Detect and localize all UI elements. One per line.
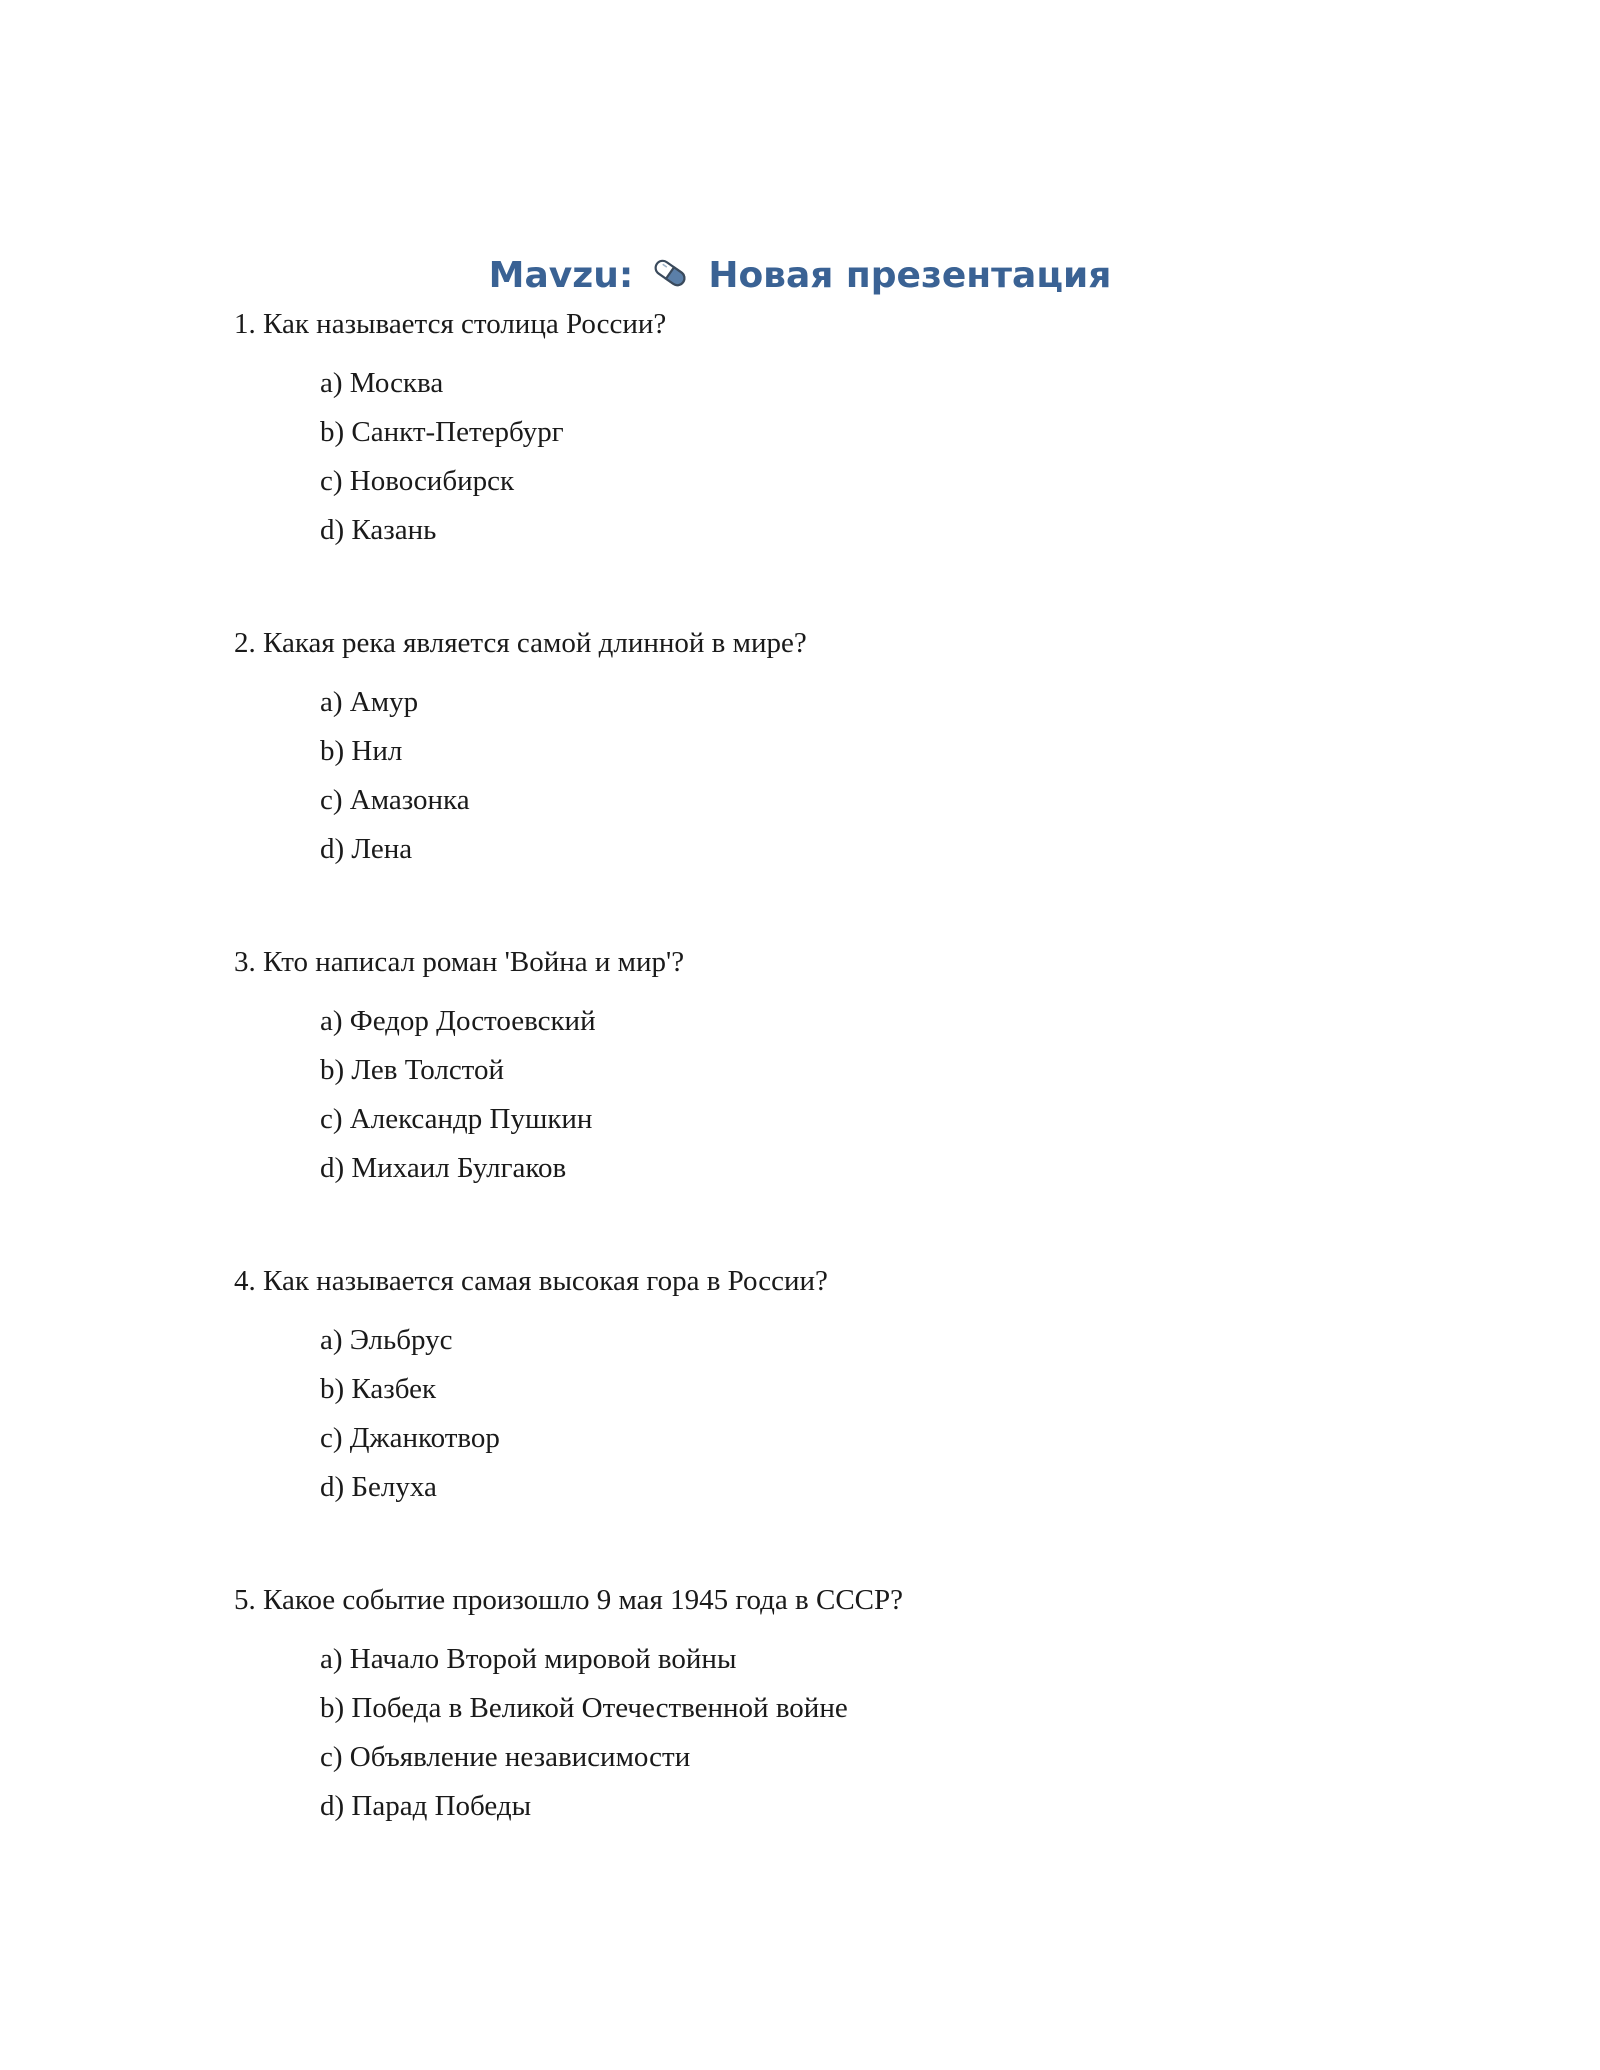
question-2 <box>234 622 1434 874</box>
question-3 <box>234 941 1434 1193</box>
document-title <box>0 250 1600 306</box>
question-text: 5. Какое событие произошло 9 мая 1945 года в СССР? <box>234 1584 904 1616</box>
question-text: 2. Какая река является самой длинной в мире? <box>234 627 807 659</box>
answer-option: a) Амур <box>320 686 419 718</box>
question-4 <box>234 1260 1434 1512</box>
answer-option: d) Михаил Булгаков <box>320 1152 567 1184</box>
answer-option: a) Эльбрус <box>320 1324 453 1356</box>
answer-option: d) Белуха <box>320 1471 437 1503</box>
answer-option: c) Новосибирск <box>320 465 515 497</box>
answer-option: c) Амазонка <box>320 784 470 816</box>
pill-icon <box>650 254 690 306</box>
answer-option: d) Казань <box>320 514 437 546</box>
answer-option: d) Парад Победы <box>320 1790 532 1822</box>
question-text: 1. Как называется столица России? <box>234 308 667 340</box>
answer-options <box>320 678 1434 874</box>
title-prefix: Mavzu: <box>488 255 634 296</box>
answer-option: c) Джанкотвор <box>320 1422 500 1454</box>
answer-option: a) Федор Достоевский <box>320 1005 596 1037</box>
question-text: 3. Кто написал роман 'Война и мир'? <box>234 946 685 978</box>
answer-option: a) Москва <box>320 367 444 399</box>
answer-options <box>320 1635 1434 1831</box>
question-5 <box>234 1579 1434 1831</box>
title-text: Новая презентация <box>708 255 1112 296</box>
answer-option: a) Начало Второй мировой войны <box>320 1643 737 1675</box>
answer-option: b) Лев Толстой <box>320 1054 504 1086</box>
answer-option: b) Казбек <box>320 1373 437 1405</box>
answer-option: c) Александр Пушкин <box>320 1103 593 1135</box>
answer-option: b) Нил <box>320 735 403 767</box>
question-text: 4. Как называется самая высокая гора в России? <box>234 1265 828 1297</box>
answer-options <box>320 997 1434 1193</box>
answer-options <box>320 1316 1434 1512</box>
answer-option: c) Объявление независимости <box>320 1741 691 1773</box>
answer-option: b) Победа в Великой Отечественной войне <box>320 1692 848 1724</box>
question-1 <box>234 303 1434 555</box>
answer-options <box>320 359 1434 555</box>
answer-option: b) Санкт-Петербург <box>320 416 564 448</box>
answer-option: d) Лена <box>320 833 413 865</box>
